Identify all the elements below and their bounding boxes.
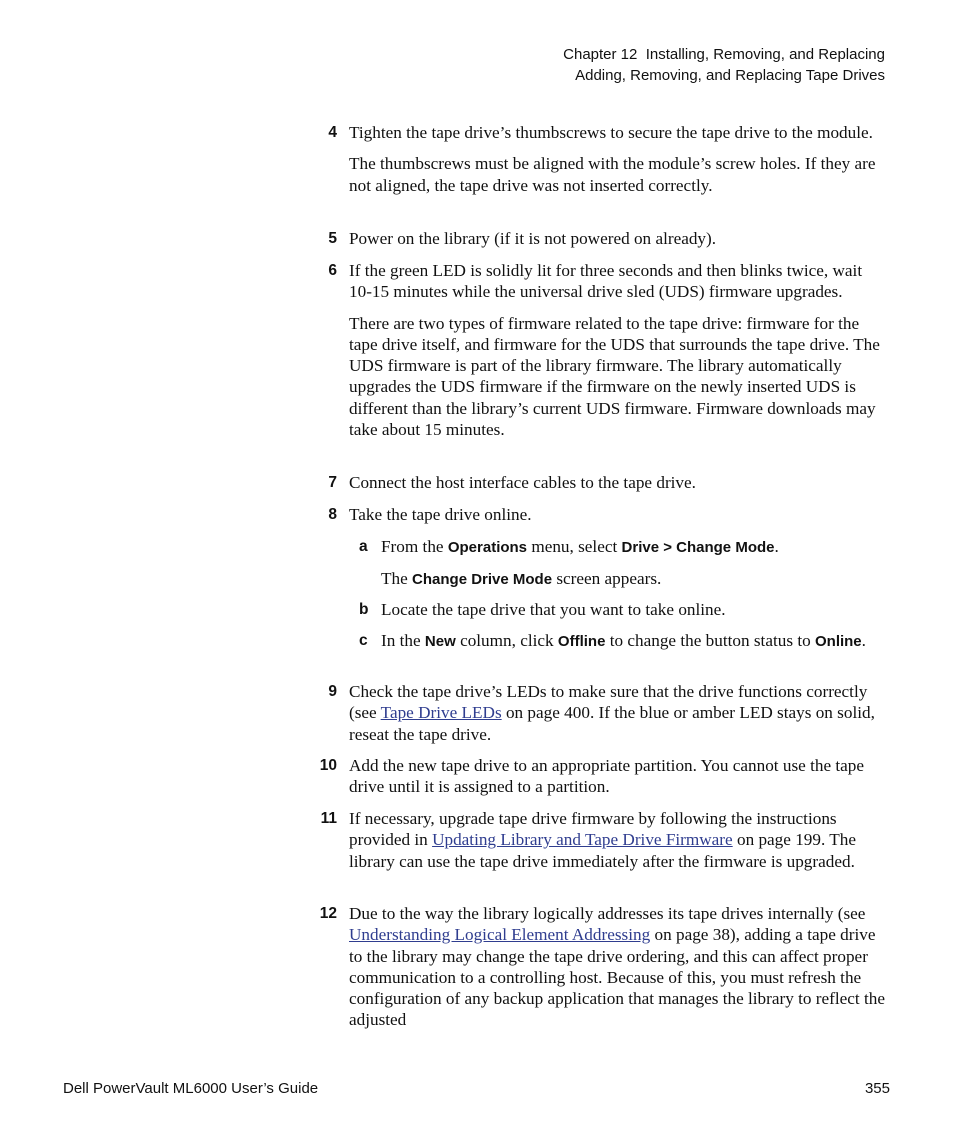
step-8 (328, 504, 889, 525)
substep-8a (359, 536, 889, 591)
substep-letter: b (359, 601, 369, 618)
step-text: Connect the host interface cables to the tape drive. (349, 473, 696, 492)
footer-title: Dell PowerVault ML6000 User’s Guide (63, 1080, 319, 1097)
link-logical-element-addressing[interactable]: Understanding Logical Element Addressing (349, 925, 651, 945)
step-text: Add the new tape drive to an appropriate partition. You cannot use the tape drive until it is assigned to a partition. (349, 756, 865, 797)
page-number: 355 (864, 1080, 890, 1097)
step-text: If the green LED is solidly lit for three seconds and then blinks twice, wait 10-15 minutes while the universal drive sled (UDS) firmware upgrades. (349, 261, 863, 302)
menu-name: Operations (447, 539, 528, 556)
step-number: 4 (328, 124, 337, 141)
step-7 (328, 472, 889, 493)
step-text: Tighten the tape drive’s thumbscrews to secure the tape drive to the module. (349, 123, 873, 142)
step-number: 8 (328, 506, 337, 523)
step-12 (319, 903, 889, 1031)
header-chapter: Chapter 12 Installing, Removing, and Replacing (563, 46, 885, 63)
substep-text: In the New column, click Offline to change the button status to Online. (381, 631, 866, 650)
step-text: Power on the library (if it is not powered on already). (349, 229, 717, 248)
substep-note: The Change Drive Mode screen appears. (381, 569, 662, 589)
step-text: Take the tape drive online. (349, 505, 532, 524)
substep-8c (359, 630, 889, 652)
substep-8b (359, 599, 889, 620)
status-name: Online (814, 633, 862, 650)
step-5 (328, 228, 889, 249)
button-name: Offline (557, 633, 606, 650)
step-number: 5 (328, 230, 337, 247)
step-number: 6 (328, 262, 337, 279)
menu-path: Drive > Change Mode (621, 539, 775, 556)
screen-name: Change Drive Mode (412, 571, 553, 589)
step-number: 11 (320, 810, 337, 827)
step-9 (328, 681, 889, 745)
substep-text: Locate the tape drive that you want to take online. (381, 600, 726, 619)
step-6 (328, 260, 889, 440)
step-note: The thumbscrews must be aligned with the module’s screw holes. If they are not aligned, the tape drive was not inserted correctly. (349, 154, 876, 195)
running-header (563, 44, 885, 86)
step-text: Due to the way the library logically addresses its tape drives internally (see Understanding Logical Element Addressing on page 38), adding a tape drive to the library may change the tape drive ordering, and this can affect proper communication to a controlling host. Because of this, you must refresh the configuration of any backup application that manages the library to reflect the adjusted (349, 904, 885, 1030)
step-number: 9 (328, 683, 337, 700)
substep-text: From the Operations menu, select Drive > Change Mode. (381, 537, 779, 556)
column-name: New (424, 633, 456, 650)
step-note: There are two types of firmware related to the tape drive: firmware for the tape drive itself, and firmware for the UDS that surrounds the tape drive. The UDS firmware is part of the library firmware. The library automatically upgrades the UDS firmware if the firmware on the newly inserted UDS is different than the library’s current UDS firmware. Firmware downloads may take about 15 minutes. (349, 313, 880, 440)
substep-letter: a (359, 538, 368, 555)
step-text: If necessary, upgrade tape drive firmware by following the instructions provided in Updating Library and Tape Drive Firmware on page 199. The library can use the tape drive immediately after the firmware is upgraded. (349, 809, 856, 871)
step-number: 10 (319, 757, 337, 774)
step-number: 7 (328, 474, 337, 491)
substep-letter: c (359, 632, 368, 649)
step-text: Check the tape drive’s LEDs to make sure that the drive functions correctly (see Tape Drive LEDs on page 400. If the blue or amber LED stays on solid, reseat the tape drive. (349, 682, 875, 744)
link-tape-drive-leds[interactable]: Tape Drive LEDs (380, 703, 502, 723)
link-updating-firmware[interactable]: Updating Library and Tape Drive Firmware (432, 830, 733, 850)
step-4 (328, 122, 889, 196)
step-10 (319, 755, 889, 798)
step-11 (320, 808, 889, 872)
header-section: Adding, Removing, and Replacing Tape Drives (575, 67, 885, 84)
step-number: 12 (319, 905, 337, 922)
